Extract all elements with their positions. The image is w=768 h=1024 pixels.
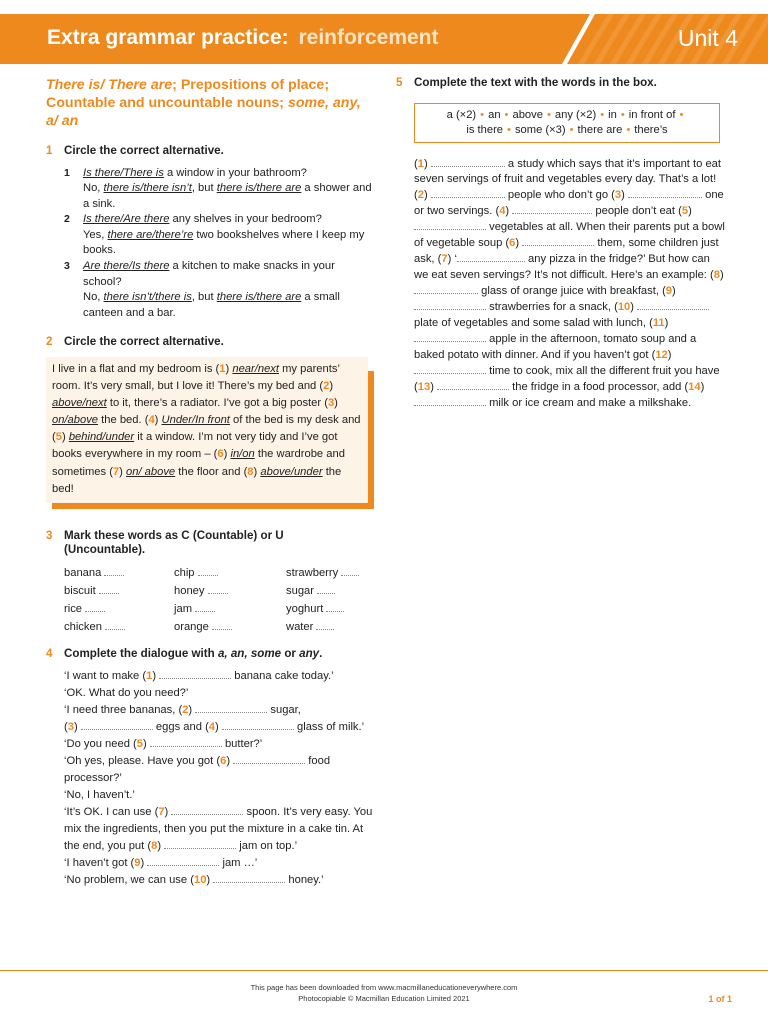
passage-text: to it, there’s a radiator. I’ve got a big poster (: [106, 397, 328, 410]
answer-blank[interactable]: [431, 157, 505, 167]
answer-blank[interactable]: [522, 236, 594, 246]
exercise-4-heading: [46, 647, 376, 662]
line-text: eggs and (: [152, 721, 209, 734]
item-number: 3: [64, 260, 70, 273]
passage-text: the wardrobe and sometimes (: [52, 448, 345, 478]
word-text: jam: [174, 602, 193, 615]
word-text: orange: [174, 620, 209, 633]
word-item: [64, 601, 174, 617]
answer-blank[interactable]: [150, 737, 222, 747]
title-accent: reinforcement: [298, 26, 439, 49]
passage-text: of the bed is my desk and (: [52, 414, 361, 444]
dialogue-line: ‘No problem, we can use (10) honey.’: [64, 874, 324, 887]
item-number: 1: [219, 362, 226, 375]
item-number: 3: [327, 397, 335, 410]
passage-text: vegetables at all. When their parents put a bowl of vegetable soup: [414, 221, 725, 250]
separator-dot: •: [480, 108, 485, 121]
exercise-instruction: Mark these words as C (Countable) or U (Uncountable).: [64, 528, 284, 557]
alternative-choice[interactable]: Are there/Is there: [83, 260, 170, 273]
word-text: biscuit: [64, 584, 96, 597]
passage-text: my parents’ room. It’s very small, but I love it! There’s my bed and (: [52, 362, 340, 393]
word-text: chip: [174, 566, 195, 579]
alternative-choice[interactable]: above/under: [260, 465, 323, 478]
answer-blank[interactable]: [208, 584, 228, 594]
alternative-choice[interactable]: in/on: [230, 448, 255, 461]
word-text: water: [286, 620, 314, 633]
item-number: 7: [158, 806, 165, 819]
item-number: 11: [652, 317, 665, 330]
item-number: 12: [655, 348, 668, 361]
instruction-text: or: [281, 646, 300, 660]
answer-blank[interactable]: [213, 873, 285, 883]
alternative-choice[interactable]: there is/there are: [216, 182, 302, 195]
answer-blank[interactable]: [431, 188, 505, 198]
dialogue-line: ‘I want to make (1) banana cake today.’: [64, 670, 334, 683]
line-text: butter?’: [221, 738, 263, 751]
dialogue-line: ‘No, I haven’t.’: [64, 789, 135, 802]
item-number: 10: [617, 301, 631, 314]
answer-blank[interactable]: [104, 566, 124, 576]
line-text: spoon. It’s very easy. You mix the ingredients, then you put the mixture in a cake tin. At the end, you put (: [64, 806, 373, 853]
answer-text: , but: [191, 182, 217, 195]
exercise-1-heading: [46, 144, 376, 159]
exercise-2-text-box: [46, 357, 368, 503]
dialogue-line: ‘Do you need (5) butter?’: [64, 738, 263, 751]
dialogue-line: ‘I need three bananas, (2) sugar,: [64, 704, 301, 717]
instruction-keywords: a, an, some: [217, 646, 282, 660]
alternative-choice[interactable]: there is/there isn’t: [103, 182, 192, 195]
passage-text: ): [223, 448, 228, 461]
list-item: [64, 259, 376, 321]
separator-dot: •: [626, 123, 631, 136]
word-box-item: is there: [466, 123, 504, 136]
exercise-3-word-grid: [46, 565, 376, 635]
passage-text: plate of vegetables and some salad with lunch, (: [414, 317, 653, 330]
exercise-instruction: Circle the correct alternative.: [64, 144, 224, 157]
instruction-keywords: any: [299, 646, 320, 660]
item-number: 5: [55, 431, 62, 444]
download-notice: This page has been downloaded from www.macmillaneducationeverywhere.com: [250, 983, 518, 992]
passage-text: milk or ice cream and make a milkshake.: [486, 396, 692, 409]
word-text: chicken: [64, 620, 102, 633]
word-box-item: there are: [577, 123, 623, 136]
answer-blank[interactable]: [147, 856, 219, 866]
passage-text: people don’t eat (: [595, 205, 682, 218]
item-number: 6: [509, 237, 516, 250]
word-box-item: there’s: [634, 123, 668, 136]
passage-text: people who don’t go: [504, 189, 609, 202]
word-item: [174, 583, 286, 599]
passage-text: ): [253, 465, 258, 478]
passage-text: I live in a flat and my bedroom is (: [52, 362, 220, 375]
answer-blank[interactable]: [81, 720, 153, 730]
item-number: 14: [688, 380, 701, 393]
alternative-choice[interactable]: there are/there’re: [107, 228, 194, 241]
answer-blank[interactable]: [317, 584, 335, 594]
answer-blank[interactable]: [414, 220, 486, 230]
item-number: 8: [247, 465, 254, 478]
item-number: 1: [64, 166, 70, 179]
answer-text: , but: [191, 291, 217, 304]
passage-text: ): [334, 397, 338, 410]
answer-blank[interactable]: [414, 364, 486, 374]
topic-heading: [46, 76, 376, 130]
exercise-2-passage: [46, 357, 368, 503]
passage-text: it a window. I’m not very tidy and I’ve got books everywhere in my room – (: [52, 431, 338, 461]
exercise-instruction: [64, 647, 322, 662]
item-number: 2: [182, 704, 189, 717]
item-number: 7: [112, 465, 120, 478]
word-item: [286, 619, 386, 635]
passage-text: glass of orange juice with breakfast, (: [478, 285, 666, 298]
line-text: jam on top.’: [236, 840, 298, 853]
item-number: 2: [417, 189, 424, 202]
word-box-item: in: [608, 108, 617, 121]
passage-text: any pizza in the fridge?’ But how can we eat seven servings? It’s not difficult. Here’s an example: (: [414, 253, 714, 282]
exercise-1-items: [46, 166, 376, 322]
alternative-choice[interactable]: on/ above: [126, 465, 176, 478]
page-footer: [0, 982, 768, 1004]
answer-blank[interactable]: [637, 300, 709, 310]
answer-text: a shower and a sink.: [83, 182, 372, 210]
answer-blank[interactable]: [164, 839, 236, 849]
separator-dot: •: [569, 123, 574, 136]
item-number: 9: [134, 857, 141, 870]
alternative-choice[interactable]: Is there/There is: [83, 166, 164, 179]
topic-part-3: some, any, a/ an: [46, 95, 361, 129]
word-box-item: a (×2): [446, 108, 477, 121]
answer-blank[interactable]: [85, 602, 105, 612]
title-main: Extra grammar practice:: [47, 26, 289, 49]
exercise-number: 4: [46, 646, 53, 660]
passage-text: ): [329, 380, 334, 393]
question-text: any shelves in your bedroom?: [169, 213, 322, 226]
line-text: food processor?’: [64, 755, 331, 785]
right-column: [396, 76, 726, 412]
item-number: 2: [323, 380, 330, 393]
word-text: strawberry: [286, 566, 339, 579]
list-item: [64, 212, 376, 259]
alternative-choice[interactable]: near/next: [232, 362, 279, 375]
alternative-choice[interactable]: behind/under: [68, 431, 135, 444]
passage-text: ): [225, 362, 230, 375]
item-number: 9: [665, 285, 673, 298]
separator-dot: •: [600, 108, 605, 121]
topic-part-2: ; Prepositions of place; Countable and uncountable nouns;: [46, 77, 330, 111]
answer-blank[interactable]: [414, 396, 486, 406]
alternative-choice[interactable]: there isn’t/there is: [103, 291, 192, 304]
separator-dot: •: [507, 123, 511, 136]
answer-blank[interactable]: [171, 805, 243, 815]
word-text: honey: [174, 584, 205, 597]
passage-text: the bed. (: [98, 414, 149, 427]
question-text: a window in your bathroom?: [163, 166, 307, 179]
item-number: 4: [499, 205, 506, 218]
exercise-2-heading: [46, 335, 376, 350]
exercise-3-heading: [46, 529, 376, 558]
item-number: 13: [417, 380, 431, 393]
word-box-item: above: [512, 108, 543, 121]
passage-text: ): [61, 431, 66, 444]
answer-blank[interactable]: [105, 620, 125, 630]
answer-text: Yes,: [83, 228, 108, 241]
item-number: 3: [67, 721, 74, 734]
item-number: 1: [146, 670, 153, 683]
answer-blank[interactable]: [437, 380, 509, 390]
word-item: [174, 601, 286, 617]
item-number: 3: [614, 189, 622, 202]
line-text: glass of milk.’: [293, 721, 365, 734]
word-item: [174, 565, 286, 581]
answer-blank[interactable]: [159, 669, 231, 679]
exercise-5-passage: (1) a study which says that it’s important to eat seven servings of fruit and vegetables every day. That’s a lot! (2) people who don’t go (3) one or two servings. (4) people don’t eat (5) vegetables at all. When their parents put a bowl of vegetable soup (6) them, some children just ask, (7) ‘ any pizza in the fridge?’ But how can we eat seven servings? It’s not difficult. Here’s an example: (8) glass of orange juice with breakfast, (9) strawberries for a snack, (10) plate of vegetables and some salad with lunch, (11) apple in the afternoon, tomato soup and a baked potato with dinner. And if you haven’t got (12) time to cook, mix all the different fruit you have (13) the fridge in a food processor, add (14) milk or ice cream and make a milkshake.: [414, 157, 725, 409]
passage-text: them, some children just ask,: [414, 237, 719, 266]
footer-divider: [0, 970, 768, 971]
alternative-choice[interactable]: there is/there are: [216, 291, 302, 304]
word-box-item: an: [488, 108, 501, 121]
item-number: 8: [151, 840, 158, 853]
item-number: 6: [217, 448, 224, 461]
exercise-number: 1: [46, 144, 53, 157]
answer-text: two bookshelves where I keep my books.: [83, 228, 365, 257]
passage-text: ): [154, 414, 159, 427]
exercise-number: 5: [396, 76, 403, 89]
answer-blank[interactable]: [341, 566, 359, 576]
answer-text: No,: [83, 291, 104, 304]
answer-blank[interactable]: [195, 703, 267, 713]
item-number: 5: [136, 738, 143, 751]
passage-text: time to cook, mix all the different fruit you have (: [414, 364, 720, 393]
dialogue-line: ‘OK. What do you need?’: [64, 687, 189, 700]
line-text: honey.’: [285, 874, 324, 887]
word-item: [286, 583, 386, 599]
answer-blank[interactable]: [414, 332, 486, 342]
left-column: [46, 76, 376, 889]
answer-blank[interactable]: [414, 300, 486, 310]
dialogue-line: ‘I haven’t got (9) jam …’: [64, 857, 258, 870]
word-item: [64, 583, 174, 599]
word-item: [64, 565, 174, 581]
item-number: 4: [208, 721, 216, 734]
exercise-instruction: Complete the text with the words in the box.: [414, 76, 657, 89]
line-text: banana cake today.’: [231, 670, 334, 683]
item-number: 7: [441, 253, 448, 266]
line-text: ‘I need three bananas, (: [64, 704, 183, 717]
word-box-row: [421, 123, 713, 138]
item-number: 4: [148, 414, 155, 427]
dialogue-line: ‘It’s OK. I can use (7) spoon. It’s very easy. You mix the ingredients, then you put the mixture in a cake tin. At the end, you put (8) jam on top.’: [64, 806, 373, 853]
answer-blank[interactable]: [99, 584, 119, 594]
passage-text: the bed!: [52, 465, 342, 495]
page-number: 1 of 1: [708, 994, 732, 1004]
item-number: 8: [713, 269, 720, 282]
separator-dot: •: [679, 108, 684, 121]
question-text: a kitchen to make snacks in your school?: [83, 260, 335, 288]
page-header: [0, 14, 768, 64]
exercise-5-word-box: [414, 103, 720, 143]
answer-blank[interactable]: [198, 566, 218, 576]
passage-text: apple in the afternoon, tomato soup and a baked potato with dinner. And if you haven’t got (: [414, 332, 697, 361]
exercise-number: 2: [46, 335, 53, 349]
instruction-text: Complete the dialogue with: [64, 646, 218, 660]
exercise-4-dialogue: [46, 668, 376, 889]
answer-blank[interactable]: [222, 720, 294, 730]
alternative-choice[interactable]: on/above: [52, 414, 99, 427]
passage-text: ): [119, 465, 123, 478]
topic-part-1: There is/ There are: [46, 77, 173, 93]
word-item: [286, 601, 386, 617]
copyright-notice: Photocopiable © Macmillan Education Limited 2021: [298, 994, 470, 1003]
line-text: ‘Do you need (: [64, 738, 137, 751]
alternative-choice[interactable]: above/next: [52, 397, 107, 410]
item-number: 1: [417, 157, 424, 170]
item-number: 10: [193, 874, 207, 887]
passage-text: a study which says that it’s important to eat seven servings of fruit and vegetables every day. That’s a lot! (: [414, 157, 722, 202]
exercise-number: 3: [46, 528, 53, 542]
passage-text: strawberries for a snack,: [486, 301, 611, 314]
alternative-choice[interactable]: Is there/Are there: [83, 213, 170, 226]
word-text: banana: [64, 566, 102, 579]
line-text: ‘No problem, we can use (: [64, 874, 194, 887]
passage-text: the floor and (: [175, 465, 248, 478]
word-item: [174, 619, 286, 635]
word-text: sugar: [286, 584, 314, 597]
line-text: jam …’: [219, 857, 258, 870]
passage-text: the fridge in a food processor, add (: [509, 380, 689, 393]
passage-text: one or two servings. (: [414, 189, 724, 218]
separator-dot: •: [546, 108, 551, 121]
item-number: 5: [681, 205, 689, 218]
separator-dot: •: [620, 108, 625, 121]
dialogue-line: (3) eggs and (4) glass of milk.’: [64, 721, 365, 734]
line-text: ‘It’s OK. I can use (: [64, 806, 159, 819]
answer-text: No,: [83, 182, 104, 195]
word-item: [64, 619, 174, 635]
item-number: 6: [220, 755, 227, 768]
word-text: rice: [64, 602, 83, 615]
answer-blank[interactable]: [457, 252, 525, 262]
answer-blank[interactable]: [212, 620, 232, 630]
answer-blank[interactable]: [195, 602, 215, 612]
line-text: ‘I want to make (: [64, 670, 147, 683]
line-text: ‘Oh yes, please. Have you got (: [64, 755, 221, 768]
exercise-instruction: Circle the correct alternative.: [64, 335, 224, 349]
separator-dot: •: [504, 108, 509, 121]
list-item: [64, 166, 376, 213]
answer-blank[interactable]: [326, 602, 344, 612]
answer-blank[interactable]: [512, 204, 592, 214]
line-text: ‘I haven’t got (: [64, 857, 135, 870]
page-title: [47, 25, 439, 51]
line-text: sugar,: [267, 704, 301, 717]
item-number: 2: [64, 213, 70, 226]
word-box-item: any (×2): [554, 108, 597, 121]
answer-blank[interactable]: [628, 188, 702, 198]
dialogue-line: ‘Oh yes, please. Have you got (6) food processor?’: [64, 755, 331, 785]
answer-blank[interactable]: [316, 620, 334, 630]
word-box-row: [421, 108, 713, 123]
exercise-5-heading: [396, 76, 726, 91]
answer-blank[interactable]: [233, 754, 305, 764]
word-text: yoghurt: [286, 602, 324, 615]
instruction-text: .: [319, 646, 323, 660]
word-box-item: some (×3): [514, 123, 566, 136]
word-item: [286, 565, 386, 581]
word-box-item: in front of: [628, 108, 676, 121]
unit-label: Unit 4: [677, 25, 738, 51]
alternative-choice[interactable]: Under/In front: [161, 414, 230, 427]
answer-blank[interactable]: [414, 284, 478, 294]
answer-text: a small canteen and a bar.: [83, 291, 340, 319]
